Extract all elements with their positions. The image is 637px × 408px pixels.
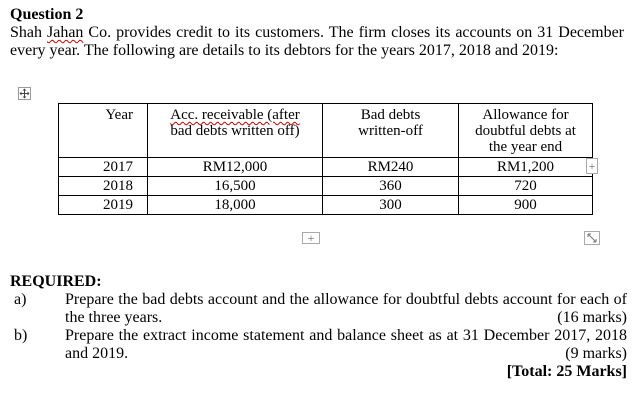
header-bad-debts	[323, 104, 459, 158]
header-allowance-line2: doubtful debts at	[475, 123, 576, 139]
item-letter: b)	[14, 327, 28, 344]
cell-bad-debts: RM240	[323, 158, 459, 177]
cell-allowance: 900	[459, 196, 593, 215]
header-allowance	[459, 104, 593, 158]
header-allowance-line3: the year end	[488, 139, 563, 155]
required-heading: REQUIRED:	[10, 273, 102, 290]
item-marks: (16 marks)	[557, 309, 627, 326]
question-document	[10, 6, 627, 60]
company-name: Jahan	[47, 24, 84, 41]
table-move-handle[interactable]	[18, 87, 31, 100]
header-bad-debts-line2: written-off	[358, 123, 423, 139]
cell-bad-debts: 300	[323, 196, 459, 215]
question-title: Question 2	[10, 6, 84, 23]
table-row	[59, 177, 593, 196]
header-receivable	[148, 104, 323, 158]
table-row	[59, 158, 593, 177]
header-bad-debts-line1: Bad debts	[360, 107, 421, 123]
cell-bad-debts: 360	[323, 177, 459, 196]
header-allowance-line1: Allowance for	[482, 107, 569, 123]
debtors-table	[58, 103, 593, 215]
resize-diagonal-icon	[585, 232, 599, 244]
cell-year: 2017	[59, 158, 148, 177]
required-section	[10, 273, 627, 381]
cell-receivable: 16,500	[148, 177, 323, 196]
item-letter: a)	[14, 291, 27, 308]
required-item-b	[10, 327, 627, 363]
item-marks: (9 marks)	[565, 345, 627, 362]
plus-icon: +	[588, 159, 596, 173]
table-row	[59, 196, 593, 215]
table-resize-handle[interactable]	[584, 231, 600, 245]
intro-text-end: Co. provides credit to its customers. The firm closes its accounts on 31 December every year. The following are details to its debtors for the years 2017, 2018 and 2019:	[10, 24, 625, 59]
total-marks: [Total: 25 Marks]	[506, 363, 627, 380]
cell-year: 2018	[59, 177, 148, 196]
add-column-button[interactable]	[586, 158, 598, 174]
move-arrows-icon	[19, 88, 30, 99]
add-row-button[interactable]	[302, 232, 320, 244]
cell-receivable: RM12,000	[148, 158, 323, 177]
required-item-a	[10, 291, 627, 327]
intro-text-start: Shah	[10, 24, 47, 41]
cell-receivable: 18,000	[148, 196, 323, 215]
question-intro	[10, 24, 624, 60]
table-header-row	[59, 104, 593, 158]
item-text: Prepare the bad debts account and the allowance for doubtful debts account for each of the three years.	[65, 291, 627, 326]
header-year: Year	[59, 104, 148, 158]
item-text: Prepare the extract income statement and balance sheet as at 31 December 2017, 2018 and 2019.	[65, 327, 627, 362]
plus-icon: +	[307, 231, 315, 245]
header-receivable-line1: Acc. receivable (after	[170, 107, 300, 123]
cell-year: 2019	[59, 196, 148, 215]
header-receivable-line2: bad debts written off)	[170, 123, 300, 139]
cell-allowance: RM1,200	[459, 158, 593, 177]
cell-allowance: 720	[459, 177, 593, 196]
